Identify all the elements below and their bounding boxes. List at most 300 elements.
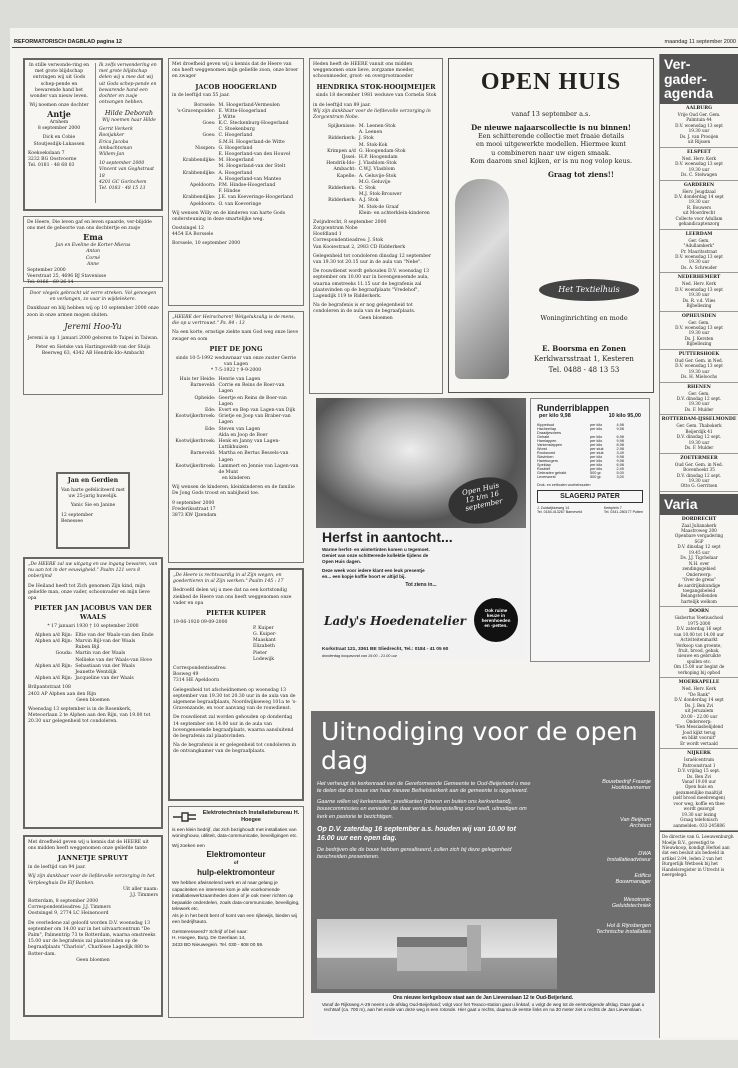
agenda-place: NIJKERK: [687, 751, 711, 757]
family-place: 's-Gravenpolder:: [176, 108, 216, 114]
family-place: Alphen a/d Rijn:: [34, 639, 73, 645]
dejong-dates: * 7-5-1922 † 9-9-2000: [210, 367, 262, 373]
agenda-item: [660, 515, 738, 608]
family-place: Goes:: [202, 121, 216, 127]
varia-head: Varia: [660, 494, 738, 515]
price-value: 5,00: [616, 471, 624, 475]
dejong-date: 9 september 2000 Frederiksstraat 17 3873 KW IJzendam: [172, 500, 217, 519]
family-place: Opheide:: [194, 395, 216, 401]
family-names: Sebastiaan van der Waals Jeanette Wentdijk: [75, 663, 135, 675]
price-item: Varkenslappen: [537, 443, 563, 447]
agenda-head: Ver- gader- agenda: [660, 54, 738, 104]
price-unit: 500 gr.: [590, 475, 602, 479]
hat-address: Korkstraat 121, 3361 BE Sliedrecht, Tel.: 0184 - 41 05 60: [322, 647, 449, 652]
open-huis-address: Kerklwarsstraat 1, Kesteren: [534, 355, 634, 363]
kuiper-service: De rouwdienst zal worden gehouden op donderdag 14 september om 14.00 uur in de aula van bovengenoemde begraafplaats, waarna aansluitend de begrafenis zal plaatsvinden.: [173, 715, 294, 739]
agenda-details: Vrije Oud Ger. Gem. Palmtuin 44 D.V. woensdag 13 sept 19.30 uur Ds. J. van Prooijen uit Rijssen: [675, 112, 723, 145]
firm-edifico: Edifico Bouwmanager: [615, 873, 651, 885]
family-place: Hendrik-Ido-Ambacht:: [326, 161, 356, 173]
hoegee-desc2: Als je in het bezit bent of komt van een rijbewijs, bieden wij een bedrijfsauto.: [172, 913, 297, 926]
dejong-quote: „HEERE der Heirscharen! Welgelukzalig is de mens, die op u vertrouwt." Ps. 84 : 13: [172, 315, 296, 327]
gerdien-title: Jan en Gerdien: [67, 477, 119, 484]
price-value: 2,98: [616, 447, 624, 451]
family-place: Apeldoorn:: [189, 182, 216, 188]
hilde-sub: Wij noemen haar Hilde: [102, 118, 156, 124]
agenda-details: Ger. Gem. "Adullamkerk" Pr. Mauritsstraat D.V. woensdag 13 sept 19.30 uur Ds. A. Schreuder: [675, 237, 723, 270]
agenda-item: [660, 415, 738, 453]
family-names: Corrie en Reins de Boer-van Lagen: [218, 383, 285, 395]
hilde-text: Ik zelfs verwondering en met grote blijdschap delen wij u mee dat wij uit Gods schep-pende en bewarende hand een dochter en zusje ontvangen hebben.: [99, 63, 157, 106]
family-names: E. Witte-Hoogerland J. Witte: [218, 108, 267, 120]
hoegee-job2: hulp-elektromonteur: [197, 867, 275, 877]
open-huis-title: OPEN HUIS: [480, 69, 622, 95]
butcher-title: Runderriblappen: [537, 403, 610, 413]
price-item: Rookworst: [537, 451, 555, 455]
kuiper-name: PIETER KUIPER: [206, 608, 266, 617]
hoegee-body: is een klein bedrijf, dat zich bezighoudt met installaties van woninghouw, utiliteit, data-communicatie, beveiligingen etc.: [172, 827, 298, 840]
firm-wesotronic: Wesotronic Geluidstechniek: [611, 897, 651, 909]
family-names: M. Leenen-Stok A. Leenen: [358, 124, 396, 136]
price-unit: per kilo: [590, 435, 603, 439]
obituary-hoogerland: [168, 58, 304, 306]
agenda-place: AALBURG: [686, 106, 712, 112]
firm-dwa: DWA Installatieadviseur: [606, 851, 651, 863]
agenda-place: GARDEREN: [683, 182, 715, 188]
price-unit: per stuk: [590, 451, 604, 455]
hoegee-of: of: [233, 861, 239, 867]
hoogerland-intro: Met droefheid geven wij u kennis dat de Heere van ons heeft weggenomen mijn geliefde zoon, onze broer en zwager: [172, 62, 299, 80]
hoegee-seeking: Wij zoeken een: [172, 843, 205, 849]
family-place: Ede:: [204, 426, 216, 432]
obituary-spruyt: [23, 835, 163, 1017]
stok-family: [313, 124, 439, 217]
spruyt-body: Met droefheid geven wij u kennis dat de HEERE uit ons midden heeft weggenomen onze geliefde tante: [28, 840, 149, 852]
gerdien-body: Van harte gefeliciteerd met uw 25-jarig huwelijk.: [61, 488, 125, 500]
kuiper-address: Correspondentieadres: Bosweg 49 7314 HE Apeldoorn: [173, 666, 227, 684]
butcher-price-kilo: per kilo 9,98: [539, 413, 571, 419]
price-unit: per kilo: [590, 423, 603, 427]
agenda-place: ZOETERMEER: [680, 455, 718, 461]
family-names: Jacqueline van der Waals: [75, 676, 134, 682]
birth-ad-jeremi: [23, 287, 163, 395]
agenda-place: DORDRECHT: [681, 516, 717, 522]
hoegee-company: Elektrotechnisch Installatiebureau H. Hoegee: [202, 810, 300, 824]
price-unit: per kilo: [590, 463, 603, 467]
price-unit: per kilo: [590, 459, 603, 463]
hat-tot-ziens: Tot ziens in...: [405, 581, 437, 588]
open-huis-oval: Open Huis 12 t/m 16 september: [444, 471, 522, 530]
family-names: G. Hoogerland E. Hoogerland-van den Houvel: [218, 145, 291, 158]
hilde-date: 10 september 2000 Vincent van Goghstraat 18 4201 GC Gorinchem Tel. 0183 - 48 15 13: [99, 161, 155, 191]
open-huis-line1: De nieuwe najaarscollectie is nu binnen!: [471, 122, 631, 132]
family-names: A. Geluvije-Stok M.G. Geluvije: [358, 173, 397, 185]
open-dag-ad: [311, 711, 655, 1037]
hoogerland-family: [172, 103, 300, 208]
butcher-price-list: [531, 419, 649, 483]
family-place: Ridderkerk:: [328, 185, 356, 191]
antje-address: Koekoekslaan 7 3232 BG Oostvoorne Tel. 0181 - 48 68 03: [28, 150, 77, 169]
hat-body2: Deze week voor iedere klant een leuk presentje en... een kopje koffie hoort er altijd bij.: [322, 567, 425, 579]
firm-hol-rijnsbergen: Hol & Rijnsbergen Technische installaties: [596, 923, 651, 935]
price-item: Hamburgers: [537, 459, 558, 463]
vdw-name: PIETER JAN JACOBUS VAN DER WAALS: [34, 604, 152, 621]
price-item: Hachee/lap: [537, 427, 557, 431]
header-right: maandag 11 september 2000: [664, 39, 736, 45]
agenda-item: [660, 383, 738, 416]
dejong-sub: sinds 10-5-1992 weduwnaar van onze zuster Gerrie van Lagen: [175, 355, 297, 367]
family-row: [172, 414, 300, 426]
hoogerland-closing: Wij wensen Willy en de kinderen van harte Gods ondersteuning in deze smartelijke weg.: [172, 210, 286, 222]
vdw-family: [28, 633, 158, 683]
family-names: J. Vlasblom-Stok C.W.J. Vlasblom: [358, 161, 397, 173]
header-left: REFORMATORISCH DAGBLAD pagina 12: [14, 39, 122, 45]
family-names: G. Hoogendam-Stok H.P. Hoogendam: [358, 148, 406, 161]
stok-funeral: Gelegenheid tot condoleren dinsdag 12 september van 19.30 tot 20.15 uur in de aula van "Nebe".: [313, 253, 432, 266]
birth-ad-antje: [23, 58, 163, 211]
family-names: A. Hoogerland A. Hoogerland-van Manteo: [218, 170, 282, 182]
open-huis-company: E. Boorsma en Zonen: [542, 344, 626, 353]
fashion-model-photo: [455, 179, 509, 379]
ema-address: September 2000 Veerstraat 25, 4696 BJ Stavenisse Tel. 0166 - 69 26 14: [27, 267, 107, 286]
dejong-family: [172, 377, 300, 476]
legal-notice: De directie van G. Leeuwenburgh Moelje B.V., gevestigd te Nieuwkoop, kondigt Herkel aan dat een besluit als bedoeld in artikel 2:94, leden 2 van het Burgerlijk Wetboek bij het Handelsregister in Utrecht is neergelegd.: [660, 831, 738, 880]
vdw-funeral: Woensdag 13 september is in de Rosenkerk, Meteoorlaan 2 te Alphen aan den Rijn, van 19.00 tot 20.30 uur gelegenheid tot condoleren.: [28, 706, 151, 725]
family-place: Alphen a/d Rijn:: [34, 632, 73, 638]
agenda-details: Ger. Gem. D.V. woensdag 13 sept 19.30 uur Ds. J. Kersten Bijbellezing: [675, 319, 723, 347]
butcher-addr1: J. Zuidwijkseweg 14 Tel. 0184-413267 Barneveld: [537, 506, 582, 514]
price-value: 9,98: [616, 459, 624, 463]
hat-hours: donderdag koopavond van 19.00 - 21.00 uur: [322, 654, 397, 658]
family-names: J.E. van Koeveringe-Hoogerland: [218, 195, 293, 201]
ema-intro: De Heere, Die leven gaf en leven spaarde, ver-blijdde ons met de geboorte van ons dochtertje en zusje: [27, 220, 152, 232]
family-names: Martha en Bertus Bessels-van Lagen: [218, 451, 289, 463]
jeremi-born: Jeremi is op 1 januari 2000 geboren te Taipei in Taiwan.: [27, 335, 159, 341]
jeremi-parents: Peter en Sietske van Hartingsveldt-van der Sluijs Beerweg 63, 4342 AB Hendrik-Ido-Ambacht: [35, 344, 151, 356]
firm-van-beijnum: Van Beijnum Architect: [620, 817, 651, 829]
agenda-item: [660, 273, 738, 311]
agenda-place: PUTTERSHOEK: [678, 351, 720, 357]
family-place: Barneveld:: [190, 383, 216, 389]
agenda-place: RHENEN: [687, 384, 711, 390]
family-place: Nisspen:: [195, 145, 216, 151]
stok-address: Zwijndrecht, 8 september 2000 Zorgcentrum Nobe Hoofdland 1 Correspondentieadres: J. Stok Van Kooiestraat 2, 2983 CD Ridderkerk: [313, 219, 406, 250]
textielhuis-logo: Het Textielhuis: [539, 279, 639, 301]
vdw-no-flowers: Geen bloemen: [76, 697, 110, 703]
kuiper-closing: Na de begrafenis is er gelegenheid tot condoleren in de ontvangkamer van de begraafplaats.: [173, 743, 297, 755]
agenda-place: DOORN: [688, 609, 709, 615]
antje-poem: In stille verwonde-ring en met grote blijdschap ontvingen wij uit Gods schep-pende en bewarende hand het wonder van nieuw leven.: [28, 63, 90, 99]
price-item: Gehakt: [537, 435, 550, 439]
hoogerland-age: in de leeftijd van 55 jaar.: [172, 93, 230, 99]
family-names: Lammert en Jennie van Lagen-van de Munt: [218, 463, 299, 475]
agenda-details: Ger. Gem. D.V. dinsdag 12 sept. 19.30 uur Ds. F. Mulder: [676, 390, 722, 412]
price-value: 4,98: [616, 423, 624, 427]
stok-name: HENDRIKA STOK-HOOIJMEIJER: [316, 82, 436, 91]
agenda-place: OPHEUSDEN: [681, 313, 717, 319]
hoogerland-name: JACOB HOOGERLAND: [195, 82, 277, 91]
agenda-place: NEDERHEMERT: [677, 275, 721, 281]
family-row: [172, 109, 300, 121]
spruyt-address: Rotterdam, 8 september 2000 Correspondentieadres: J.J. Timmers Oostsingel 9, 2774 LC Heinenoord: [28, 899, 111, 917]
meeting-agenda-column: [659, 54, 738, 1038]
open-huis-cta: Graag tot ziens!!: [548, 169, 614, 179]
price-unit: per kilo: [590, 427, 603, 431]
dejong-closing: Wij wensen de kinderen, kleinkinderen en de familie De Jong Gods troost en nabijheid toe.: [172, 485, 295, 497]
price-unit: 500 gr.: [590, 471, 602, 475]
family-row: [313, 136, 439, 148]
family-place: Barneveld:: [190, 451, 216, 457]
open-dag-caption: Ons nieuwe kerkgebouw staat aan de Jan Lievenslaan 12 te Oud-Beijerland.: [392, 995, 574, 1001]
family-row: [28, 664, 158, 676]
family-names: Martin van der Waals Nellieke van der Waals-van Hove: [75, 651, 153, 663]
family-names: C. Stok M.J. Stok-Brouwer: [358, 185, 402, 198]
family-names: Eltie van der Waals-van den Ende: [75, 632, 154, 638]
agenda-details: Zaal Julianakerk Maastroweg 200 Openbare vergadering SGP D.V. dinsdag 12 sept 19.45 uur Ds. J.J. Tigchelaar N.H. over zendingsgebied Onderwerp: "Over de grens" de aardrijkskundige toegangsbeleid Belangstellenden hartelijk welkom: [674, 522, 724, 604]
family-place: Alphen a/d Rijn:: [34, 676, 73, 682]
family-names: Henrie van Lagen: [218, 377, 261, 383]
agenda-item: [660, 454, 738, 492]
obituary-de-jong: [168, 311, 304, 563]
open-huis-date: vanaf 13 september a.s.: [511, 110, 591, 119]
price-value: 2,49: [616, 467, 624, 471]
price-item: Draadjesvlees: [537, 431, 562, 435]
hoegee-job: Elektromonteur: [206, 850, 266, 860]
agenda-details: Israëlcentrum Patroonstraat 1 D.V. vrijdag 15 sept. Ds. Ben Zvi Vanaf 19.00 uur Open huis en gezamenlijke maaltijd (zelf brood meebrengen) voor weg, koffie en thee wordt gezorgd 19.30 uur lezing Graag telefonisch aanmelden: 033-245886: [672, 757, 726, 828]
spruyt-sign: Uit aller naam: J.J. Timmers: [122, 886, 158, 898]
price-item: Rosbief: [537, 467, 550, 471]
hat-badge: Ook ruime keuze in herenhoeden en -petten.: [474, 598, 518, 642]
spruyt-extra: Wij zijn dankbaar voor de liefdevolle verzorging in het Verpleeghuis De Elf Banken.: [28, 874, 155, 886]
family-place: Krimpen a/d IJssel:: [327, 148, 356, 161]
price-item: Speklap: [537, 463, 551, 467]
spruyt-age: in de leeftijd van 94 jaar.: [28, 865, 86, 871]
price-value: 8,98: [616, 443, 624, 447]
family-place: Krabbendijke:: [182, 170, 216, 176]
agenda-item: [660, 312, 738, 350]
family-names: C. Stoekenburg: [218, 127, 255, 133]
hat-brand: Lady's Hoedenatelier: [324, 614, 466, 628]
family-names: Henk en Janny van Lagen-Luttikhuizen: [218, 438, 280, 451]
family-row: [172, 171, 300, 183]
price-value: 6,98: [616, 435, 624, 439]
stok-no-flowers: Geen bloemen: [359, 315, 393, 321]
agenda-item: [660, 104, 738, 148]
stok-age: in de leeftijd van 89 jaar.: [313, 102, 371, 108]
price-item: Kippebout: [537, 423, 555, 427]
agenda-details: Herv. Jeugdzaal D.V. donderdag 14 sept 19.30 uur R. Bouwers uit Moordrecht Collecte voor Adullam gehandicaptenzorg: [674, 188, 724, 227]
family-place: Borssele:: [194, 102, 216, 108]
hoegee-contact: Geïnteresseerd? Schrijf of bel naar: H. Hoegee, Burg. De Geerlaan 14, 3433 BD Nieuwegein. Tel. 030 - 608 00 59.: [172, 929, 264, 948]
family-row: [172, 133, 300, 145]
family-names: O. van Koeveringe: [218, 201, 262, 207]
agenda-item: [660, 148, 738, 181]
butcher-shop: SLAGERIJ PATER: [537, 490, 643, 503]
price-value: 6,98: [616, 463, 624, 467]
kuiper-dates: 19-06-1920 09-09-2000: [173, 619, 228, 625]
family-place: Kootwijkerbroek:: [175, 463, 216, 469]
stok-extra: Wij zijn dankbaar voor de liefdevolle verzorging in Zorgcentrum Nobe.: [313, 108, 431, 120]
open-dag-intro2: Gaarne willen wij kerkenraden, predikanten (binnen en buiten ons kerkverband), bouwcommissies en eenieder die daar verder belangstelling voor heeft, uitnodigen om kerk en pastorie te bezichtigen.: [317, 799, 527, 820]
price-unit: per kilo: [590, 455, 603, 459]
vdw-address: Brilpantstraat 108 2403 AP Alphen aan den Rijn: [28, 685, 97, 697]
hat-headline: Herfst in aantocht...: [322, 529, 453, 545]
open-dag-date: Op D.V. zaterdag 16 september a.s. houden wij van 10.00 tot 16.00 uur een open dag.: [317, 825, 516, 842]
hilde-parents: Gerrit Verkerk Rooijakker Erica Jacoba Ambachtsman Willem-Jan: [99, 127, 133, 158]
jeremi-poem: Door vlegels gebracht uit verre streken. Vol genoegen en verlangen, zo vaar in wijdelekere.: [29, 291, 157, 303]
plug-icon: [172, 810, 198, 824]
gerdien-from: Yanic Sie en Janine: [70, 503, 116, 509]
family-place: Goes:: [202, 133, 216, 139]
agenda-place: MOERKAPELLE: [678, 680, 720, 686]
stok-after: Na de begrafenis is er nog gelegenheid tot condoleren in de aula van de begraafplaats.: [313, 303, 416, 315]
hilde-name: Hilde Deborah: [104, 109, 154, 118]
family-names: M. Hoogerland-Vermeulen: [218, 102, 280, 108]
ema-name: Ema: [83, 232, 103, 243]
price-row: [537, 475, 643, 479]
agenda-place: ROTTERDAM-IJSSELMONDE: [661, 417, 737, 423]
congrats-ad: [56, 472, 130, 549]
butcher-addr2: Kerkplein 7 Tel. 0341-280177 Putten: [603, 506, 643, 514]
price-item: Hamlappen: [537, 439, 557, 443]
family-row: [28, 651, 158, 663]
family-row: [28, 639, 158, 651]
stok-sub: sinds 18 december 1981 weduwe van Cornelis Stok: [315, 93, 437, 99]
family-row: [28, 676, 158, 682]
butcher-ad: [530, 398, 650, 662]
jeremi-name: Jeremi Hoo-Yu: [64, 321, 122, 331]
family-names: P.M. Hindse-Hoogerland F. Hindse: [218, 182, 276, 195]
dejong-name: PIET DE JONG: [209, 344, 263, 353]
family-place: Apeldoorn:: [189, 201, 216, 207]
family-row: [313, 149, 439, 161]
family-names: Marvin Bijl-van der Waals Ruben Bijl: [75, 639, 136, 651]
price-item: Worst: [537, 447, 547, 451]
family-place: Krabbendijke:: [182, 195, 216, 201]
agenda-place: LEERDAM: [685, 231, 713, 237]
family-place: Kapelle:: [336, 173, 356, 179]
agenda-details: Oud Ger. Gem. in Ned. D.V. woensdag 13 sept 19.30 uur Ds. H. Mieloochs: [674, 357, 724, 380]
family-place: Ridderkerk:: [328, 136, 356, 142]
family-place: Krabbendijke:: [182, 158, 216, 164]
agenda-item: [660, 607, 738, 678]
family-place: Kootwijkerbroek:: [175, 414, 216, 420]
hoogerland-address: Oostsingel 12 4454 EA Borssele: [172, 226, 214, 238]
open-huis-line2: Een schitterende collectie met fraaie details en mooi uitgewerkte modellen. Hiermee kunt u combineren naar uw eigen smaak. Kom daarom snel kijken, er is nu nog volop keus.: [469, 131, 633, 166]
agenda-place: ELSPEET: [687, 149, 711, 155]
agenda-details: Gisbertus Voetiuschool 1975-2000 D.V. zaterdag 16 sept van 10.00 tot 14.00 uur Activiteitenmarkt Verkoop van groente, fruit, brood, gebak, nieuwe en gebruikte spullen etc. Om 15.00 uur begint de verkoping bij opbod: [673, 615, 725, 675]
butcher-note: Druk- en zetfouten voorbehouden: [537, 483, 591, 487]
antje-parents: Dick en Cobie Stoutjesdijk-Lukassen: [33, 135, 85, 147]
obituary-kuiper: [168, 568, 304, 801]
family-row: [172, 439, 300, 451]
agenda-details: Oud Ger. Gem. in Ned. Bovenhoekt 35 D.V. dinsdag 12 sept. 19.30 uur Otto G. Gerritsen: [674, 461, 724, 489]
obituary-stok: [309, 58, 443, 394]
family-names: Geertje en Reins de Boer-van Lagen: [218, 395, 287, 407]
church-photo: [317, 919, 557, 989]
family-row: [172, 158, 300, 170]
hoegee-desc: We hebben afwisselend werk en al naar gelang je capaciteiten en interesse kom je alle voorkomende installatiewerkzaamheden doen of je ook meer richten op bepaalde onderdelen, zoals data-communicatie, beveiliging, telewerk etc.: [172, 881, 300, 913]
hoogerland-date: Borssele, 10 september 2000: [172, 241, 241, 247]
family-names: K.C. Steckenburg-Hoogerland: [218, 121, 289, 127]
agenda-details: Ger. Gem. Thabokerk Beijerdijk 41 D.V. dinsdag 12 sept. 19.30 uur Ds. F. Mulder: [676, 423, 722, 451]
butcher-price-10kilo: 10 kilo 95,00: [608, 413, 641, 419]
family-place: Alphen a/d Rijn:: [34, 663, 73, 669]
price-item: Slavinken: [537, 455, 554, 459]
family-place: Huis ter Heide:: [179, 377, 216, 383]
family-names: J. Stok M. Stok-Kok: [358, 136, 388, 148]
price-unit: per kilo: [590, 467, 603, 471]
firm-fraanje: Bouwbedrijf Fraanje Hoofdaannemer: [602, 779, 651, 791]
antje-name: Antje: [47, 109, 71, 120]
family-row: [172, 451, 300, 463]
dejong-kids: en kinderen: [222, 476, 250, 482]
spruyt-name: JANNETJE SPRUYT: [57, 854, 129, 863]
obituary-van-der-waals: [23, 557, 163, 829]
family-place: Spijkenisse:: [327, 124, 356, 130]
price-value: 9,98: [616, 427, 624, 431]
agenda-details: Ned. Herv. Kerk D.V. woensdag 13 sept 19.30 uur Ds. C. Stelwagen: [675, 155, 723, 178]
open-dag-title: Uitnodiging voor de open dag: [321, 717, 638, 775]
open-dag-route: Vanaf de Rijksweg A-29 neemt u de afslag Oud-Beijerland; volgt voor het Texaco-station gaat u linksaf, u volgt de weg tot de eerstvolgende afslag. Daar gaat u rechtsaf (ca. 700 m), aan het einde van deze weg is een rotonde. Hier gaat u rechts, daarna de eerste links en na 30 meter ziet u rechts de Jan Lievenslaan.: [321, 1001, 645, 1013]
family-place: Gouda:: [55, 651, 73, 657]
job-ad-hoegee: [168, 806, 304, 1018]
kuiper-family: P. Kuiper G. Kuiper-Maaskant Elizabeth Pieter Lodewijk: [253, 625, 277, 662]
page-header: [12, 38, 738, 48]
family-place: Ridderkerk:: [328, 198, 356, 204]
family-row: [313, 124, 439, 136]
vdw-dates: * 17 januari 1930 † 10 september 2000: [47, 623, 139, 629]
birth-ad-ema: [23, 216, 163, 286]
family-names: C. Hoogerland S.M.H. Hoogerland-de Witte: [218, 133, 285, 145]
spruyt-funeral: De overledene zal geloofd worden D.V. woensdag 13 september om 14.00 uur in het uitvaartcentrum "De Palm", Palmentrip 73 te Rotterdam, waarna omstreeks 15.00 uur de begrafenis zal plaatsvinden op de begraafplaats "Charlois", Charlösse Lagedijk 880 te Rotter-dam.: [28, 920, 156, 957]
kuiper-body: Bedroefd delen wij u mee dat na een kortstondig ziekbed de Heere van ons heeft weggenomen onze vader en opa: [173, 588, 292, 606]
dejong-body: Na een korte, ernstige ziekte nam God weg onze lieve zwager en oom: [172, 330, 299, 342]
jeremi-body: Dankbaar en blij hebben wij op 10 september 2000 onze zoon in onze armen mogen sluiten.: [27, 306, 159, 318]
family-names: M. Hoogerland M. Hoogerland-van der Stelt: [218, 158, 286, 170]
family-place: Kootwijkerbroek:: [175, 438, 216, 444]
agenda-item: [660, 678, 738, 749]
family-row: [172, 383, 300, 395]
price-value: 9,98: [616, 439, 624, 443]
vdw-body: De Heiland heeft tot Zich genomen Zijn kind, mijn geliefde man, onze vader, schoonvader en mijn lieve opa: [28, 583, 150, 601]
price-unit: per kilo: [590, 443, 603, 447]
agenda-item: [660, 230, 738, 274]
hat-body: Warme herfst- en wintertinten komen u tegemoet. Geniet van onze schitterende kollektie tijdens de Open Huis dagen.: [322, 546, 430, 564]
family-row: [172, 396, 300, 408]
antje-sub: Wij noemen onze dochter: [29, 103, 89, 109]
family-names: Steven van Lagen Alda en Joop de Boer: [218, 426, 268, 438]
family-row: [313, 174, 439, 186]
open-dag-intro: Het verheugt de kerkenraad van de Gereformeerde Gemeente te Oud-Beijerland u mee te delen dat de bouw van haar nieuwe Bethelskerkerk aan de gemeente is opgeleverd.: [317, 781, 531, 795]
price-value: 9,98: [616, 455, 624, 459]
agenda-item: [660, 350, 738, 383]
family-names: A.J. Stok M. Stok-de Graaf Klein- en achterklein-kinderen: [358, 198, 430, 216]
kuiper-funeral: Gelegenheid tot afscheidnemen op woensdag 13 september van 19.30 tot 20.30 uur in de aula van de algemene begraafplaats, Noordwijkseweg 101a te 's-Gravenzande, en voor aanvang van de rouwdienst.: [173, 687, 297, 712]
price-item: Leverworst: [537, 475, 556, 479]
agenda-item: [660, 749, 738, 831]
price-unit: per kilo: [590, 439, 603, 443]
price-item: Gebraden gehakt: [537, 471, 567, 475]
ema-parents: Jan en Eveline de Korter-Mieras Antan Corné Anne: [55, 243, 131, 267]
family-place: Ede:: [204, 408, 216, 414]
family-names: Evert en Bep van Lagen-van Dijk: [218, 408, 296, 414]
open-dag-companies: De bedrijven die de bouw hebben gerealiseerd, zullen zich bij deze gelegenheid beschreiden presenteren.: [317, 846, 512, 861]
family-row: [172, 146, 300, 158]
stok-service: De rouwdienst wordt gehouden D.V. woensdag 13 september om 10.00 uur in bovengenoemde aula, waarna omstreeks 11.15 uur de begrafenis zal plaatsvinden op de begraafplaats "Vredehof", Lagendijk 119 te Ridderkerk.: [313, 269, 430, 299]
price-value: 3,00: [616, 475, 624, 479]
spruyt-no-flowers: Geen bloemen: [76, 957, 110, 963]
family-row: [172, 464, 300, 476]
